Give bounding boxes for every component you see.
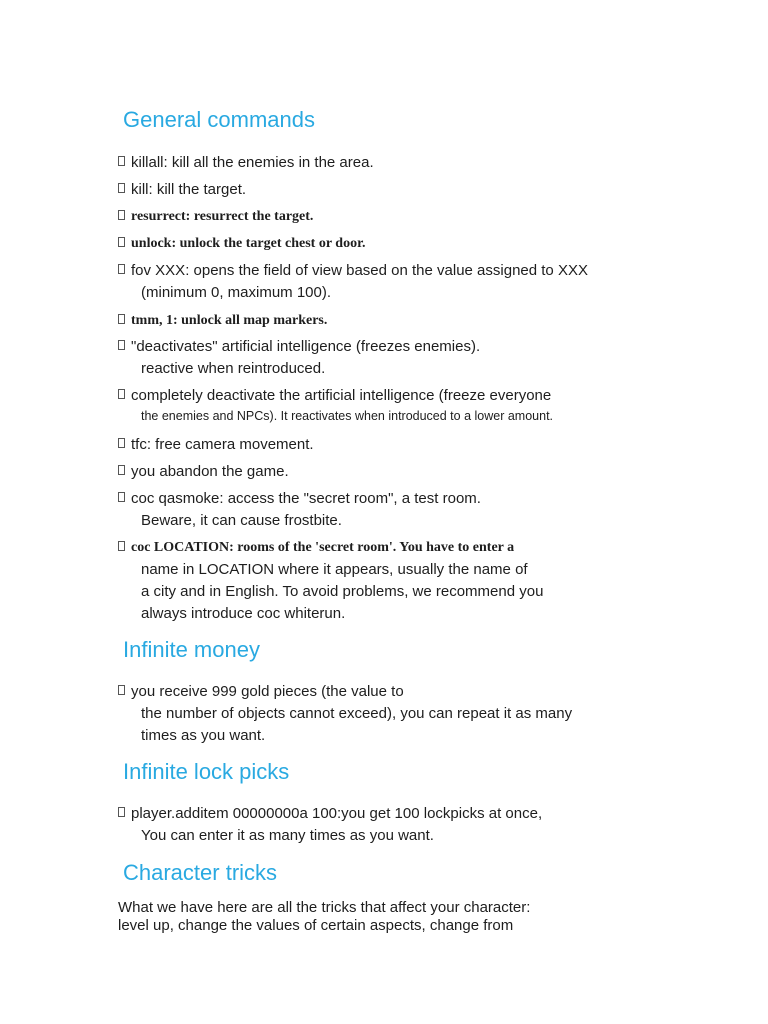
list-item (118, 152, 738, 174)
list-item (118, 803, 738, 847)
item-text-continued: times as you want. (141, 727, 266, 744)
paragraph-line: level up, change the values of certain aspects, change from (118, 917, 514, 934)
item-text: "deactivates" artificial intelligence (freezes enemies). (131, 338, 481, 355)
item-text: coc LOCATION: rooms of the 'secret room'. You have to enter a (131, 540, 515, 555)
item-text-continued: (minimum 0, maximum 100). (141, 284, 332, 301)
item-text-continued: the number of objects cannot exceed), you can repeat it as many (141, 705, 573, 722)
item-text-continued: You can enter it as many times as you want. (141, 827, 434, 844)
item-text: kill: kill the target. (131, 181, 247, 198)
bullet-icon (118, 389, 125, 399)
item-text: tfc: free camera movement. (131, 436, 314, 453)
item-text: unlock: unlock the target chest or door. (131, 236, 366, 251)
heading-general-commands: General commands (123, 107, 315, 132)
item-text-continued: always introduce coc whiterun. (141, 605, 346, 622)
list-item (118, 179, 738, 201)
list-item (118, 434, 738, 456)
bullet-icon (118, 183, 125, 193)
item-text: resurrect: resurrect the target. (131, 209, 314, 224)
bullet-icon (118, 492, 125, 502)
list-item (118, 206, 738, 228)
item-text-continued: reactive when reintroduced. (141, 360, 326, 377)
heading-infinite-lock-picks: Infinite lock picks (123, 759, 290, 784)
bullet-icon (118, 156, 125, 166)
item-text: you receive 999 gold pieces (the value to (131, 683, 404, 700)
item-text: coc qasmoke: access the "secret room", a test room. (131, 490, 481, 507)
bullet-icon (118, 340, 125, 350)
list-item (118, 336, 738, 380)
list-item (118, 537, 738, 625)
heading-character-tricks: Character tricks (123, 860, 278, 885)
item-text: tmm, 1: unlock all map markers. (131, 313, 328, 328)
item-text: killall: kill all the enemies in the area. (131, 154, 374, 171)
item-text-continued: Beware, it can cause frostbite. (141, 512, 342, 529)
paragraph-line: What we have here are all the tricks that affect your character: (118, 899, 531, 916)
bullet-icon (118, 541, 125, 551)
item-text-continued: a city and in English. To avoid problems, we recommend you (141, 583, 544, 600)
item-text: fov XXX: opens the field of view based on the value assigned to XXX (131, 262, 588, 279)
bullet-icon (118, 438, 125, 448)
list-item (118, 681, 738, 747)
list-item (118, 385, 738, 425)
bullet-icon (118, 685, 125, 695)
list-item (118, 461, 738, 483)
heading-infinite-money: Infinite money (123, 637, 260, 662)
item-text-continued: the enemies and NPCs). It reactivates when introduced to a lower amount. (141, 409, 554, 423)
bullet-icon (118, 465, 125, 475)
list-item (118, 260, 738, 304)
bullet-icon (118, 237, 125, 247)
list-item (118, 310, 738, 332)
list-item (118, 233, 738, 255)
bullet-icon (118, 264, 125, 274)
item-text: player.additem 00000000a 100:you get 100 lockpicks at once, (131, 805, 543, 822)
bullet-icon (118, 314, 125, 324)
bullet-icon (118, 210, 125, 220)
character-tricks-paragraph (118, 899, 530, 935)
item-text: completely deactivate the artificial intelligence (freeze everyone (131, 387, 552, 404)
list-item (118, 488, 738, 532)
item-text: you abandon the game. (131, 463, 289, 480)
item-text-continued: name in LOCATION where it appears, usually the name of (141, 561, 528, 578)
bullet-icon (118, 807, 125, 817)
